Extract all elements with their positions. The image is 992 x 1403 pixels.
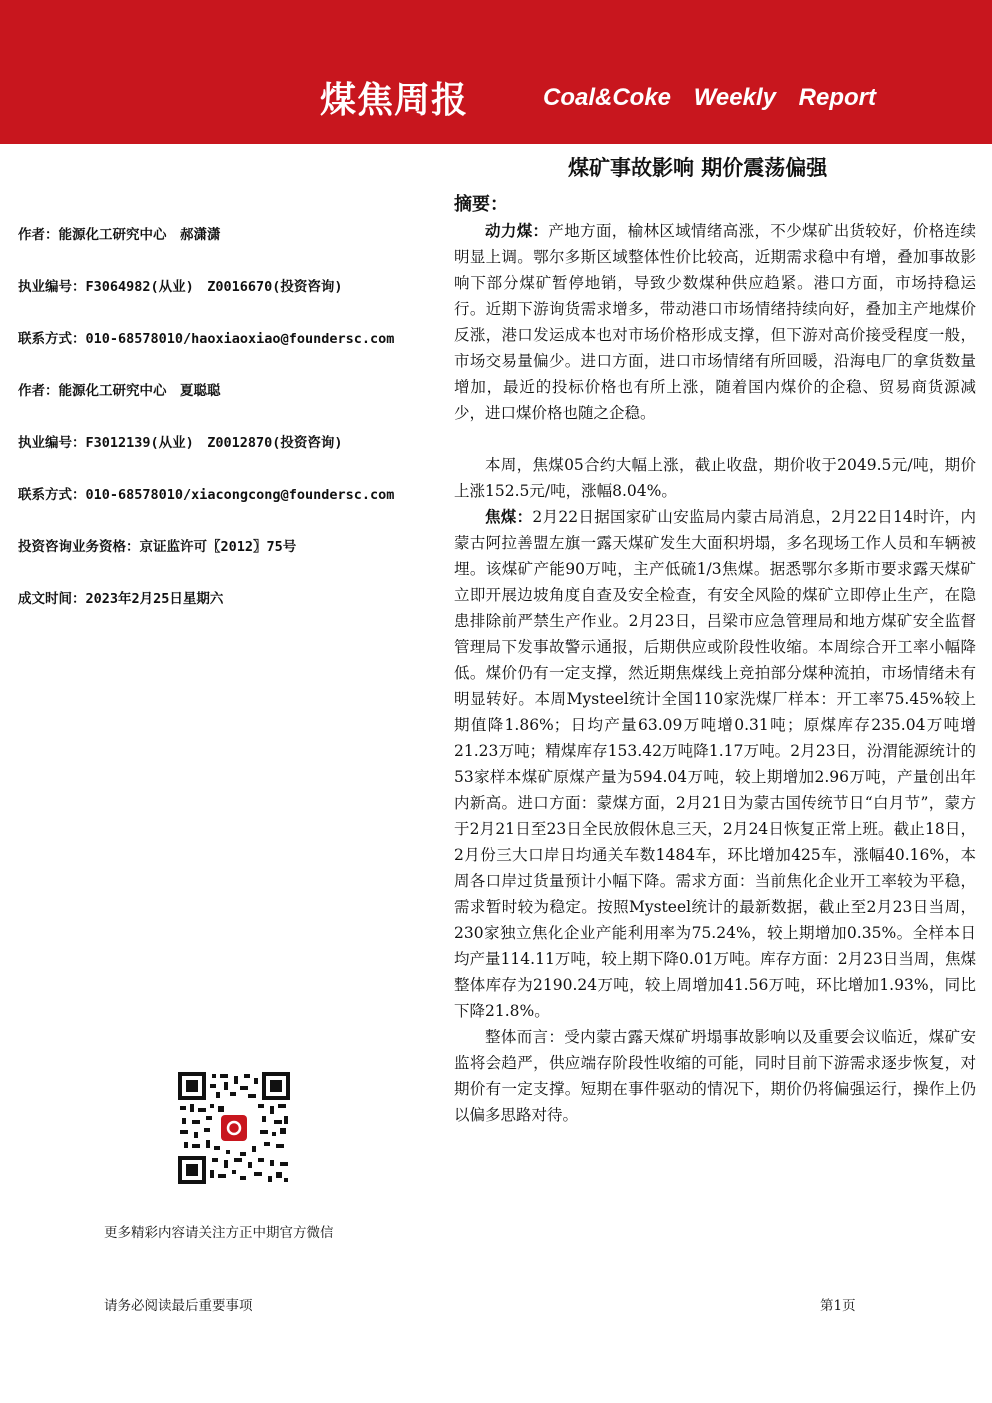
author-1: 作者：能源化工研究中心 郝潇潇 (18, 227, 221, 243)
coking-coal-text: 2月22日据国家矿山安监局内蒙古局消息，2月22日14时许，内蒙古阿拉善盟左旗一露天煤矿发生大面积坍塌，多名现场工作人员和车辆被埋。该煤矿产能90万吨，主产低硫1/3焦煤。据悉鄂尔多斯市要求露天煤矿立即开展边坡角度自查及安全检查，有安全风险的煤矿立即停止生产，在隐患排除前严禁生产作业。2月23日，吕梁市应急管理局和地方煤矿安全监督管理局下发事故警示通报，后期供应或阶段性收缩。本周综合开工率小幅降低。煤价仍有一定支撑，然近期焦煤线上竞拍部分煤种流拍，市场情绪未有明显转好。本周Mysteel统计全国110家洗煤厂样本：开工率75.45%较上期值降1.86%；日均产量63.09万吨增0.31吨；原煤库存235.04万吨增21.23万吨；精煤库存153.42万吨降1.17万吨。2月23日，汾渭能源统计的53家样本煤矿原煤产量为594.04万吨，较上期增加2.96万吨，产量创出年内新高。进口方面：蒙煤方面，2月21日为蒙古国传统节日“白月节”，蒙方于2月21日至23日全民放假休息三天，2月24日恢复正常上班。截止18日，2月份三大口岸日均通关车数1484车，环比增加425车，涨幅40.16%，本周各口岸过货量预计小幅下降。需求方面：当前焦化企业开工率较为平稳，需求暂时较为稳定。按照Mysteel统计的最新数据，截止至2月23日当周，230家独立焦化企业产能利用率为75.24%，较上期增加0.35%。全样本日均产量114.11万吨，较上期下降0.01万吨。库存方面：2月23日当周，焦煤整体库存为2190.24万吨，较上周增加41.56万吨，环比增加1.93%，同比下降21.8%。 (454, 508, 976, 1020)
summary-label: 摘要： (454, 194, 508, 215)
author-2: 作者：能源化工研究中心 夏聪聪 (18, 383, 221, 399)
license-number-1: 执业编号：F3064982(从业) Z0016670(投资咨询) (18, 279, 343, 295)
coking-coal-paragraph (454, 504, 976, 1024)
thermal-coal-label: 动力煤： (485, 222, 549, 240)
coking-coal-label: 焦煤： (485, 508, 533, 526)
page-number: 第1页 (820, 1298, 856, 1314)
contact-1: 联系方式：010-68578010/haoxiaoxiao@foundersc.com (18, 331, 395, 347)
advisory-qualification: 投资咨询业务资格：京证监许可〖2012〗75号 (18, 539, 297, 555)
futures-paragraph: 本周，焦煤05合约大幅上涨，截止收盘，期价收于2049.5元/吨，期价上涨152.5元/吨，涨幅8.04%。 (454, 456, 976, 500)
thermal-coal-paragraph (454, 218, 976, 426)
report-title-cn: 煤焦周报 (320, 80, 469, 121)
article-headline: 煤矿事故影响 期价震荡偏强 (568, 156, 828, 180)
summary-section (454, 192, 976, 1128)
license-number-2: 执业编号：F3012139(从业) Z0012870(投资咨询) (18, 435, 343, 451)
header-banner (0, 0, 992, 144)
conclusion-paragraph: 整体而言：受内蒙古露天煤矿坍塌事故影响以及重要会议临近，煤矿安监将会趋严，供应端存阶段性收缩的可能，同时目前下游需求逐步恢复，对期价有一定支撑。短期在事件驱动的情况下，期价仍将偏强运行，操作上仍以偏多思路对待。 (454, 1028, 976, 1124)
contact-2: 联系方式：010-68578010/xiacongcong@foundersc.com (18, 487, 395, 503)
author-info-sidebar (18, 225, 438, 641)
report-title-en: Coal&Coke Weekly Report (543, 84, 876, 111)
wechat-qr-code-icon (178, 1072, 290, 1184)
footer-notice: 请务必阅读最后重要事项 (104, 1298, 253, 1314)
qr-caption: 更多精彩内容请关注方正中期官方微信 (104, 1225, 334, 1241)
thermal-coal-text: 产地方面，榆林区域情绪高涨，不少煤矿出货较好，价格连续明显上调。鄂尔多斯区域整体性价比较高，近期需求稳中有增，叠加事故影响下部分煤矿暂停地销，导致少数煤种供应趋紧。港口方面，市场持稳运行。近期下游询货需求增多，带动港口市场情绪持续向好，叠加主产地煤价反涨，港口发运成本也对市场价格形成支撑，但下游对高价接受程度一般，市场交易量偏少。进口方面，进口市场情绪有所回暖，沿海电厂的拿货数量增加，最近的投标价格也有所上涨，随着国内煤价的企稳、贸易商货源减少，进口煤价格也随之企稳。 (454, 222, 976, 422)
publish-date: 成文时间：2023年2月25日星期六 (18, 591, 224, 607)
